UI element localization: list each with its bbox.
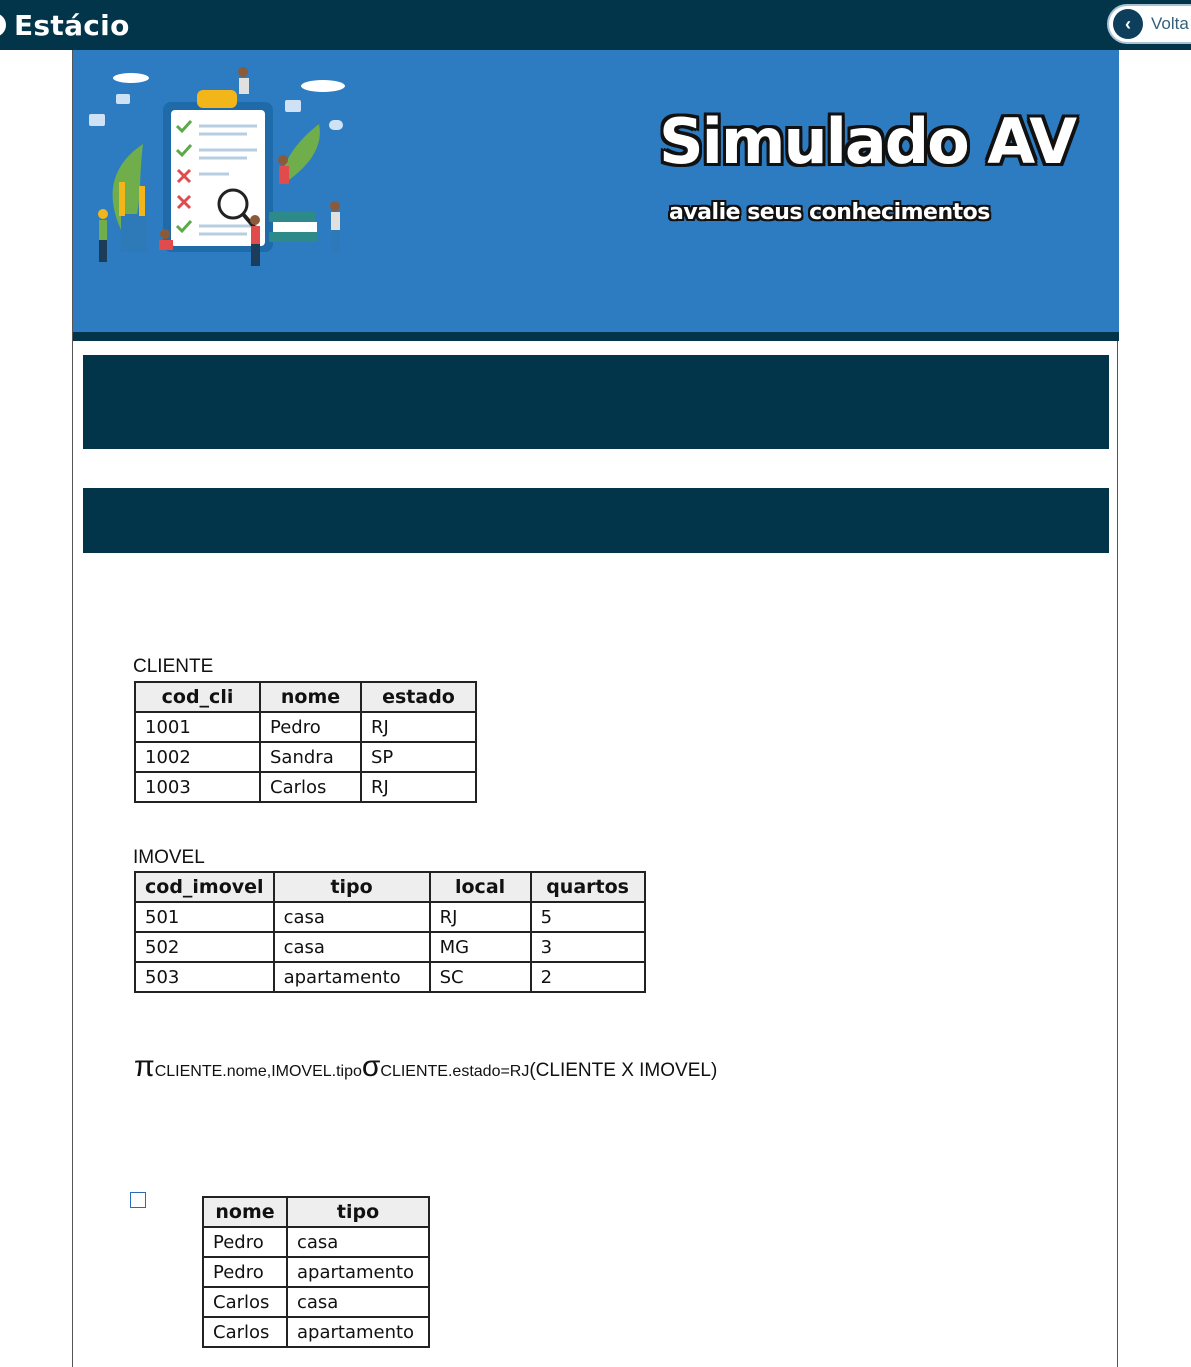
table-row — [135, 712, 476, 742]
table-cell: MG — [430, 932, 531, 962]
formula-operand: (CLIENTE X IMOVEL) — [529, 1060, 718, 1081]
column-header: tipo — [274, 872, 430, 902]
sigma-symbol: σ — [361, 1050, 381, 1083]
table-row — [203, 1257, 429, 1287]
top-bar — [0, 0, 1191, 50]
table-cell: 3 — [531, 932, 645, 962]
column-header: cod_imovel — [135, 872, 274, 902]
table-cell: Sandra — [260, 742, 361, 772]
table-cell: 5 — [531, 902, 645, 932]
table-caption-imovel: IMOVEL — [133, 847, 205, 868]
answer-option-checkbox[interactable] — [130, 1192, 146, 1208]
table-cell: Pedro — [203, 1227, 287, 1257]
column-header: quartos — [531, 872, 645, 902]
table-cell: apartamento — [287, 1317, 429, 1347]
column-header: estado — [361, 682, 476, 712]
table-row — [135, 742, 476, 772]
table-cell: RJ — [361, 712, 476, 742]
logo-text: Estácio — [14, 8, 130, 42]
table-row — [135, 902, 645, 932]
table-row — [203, 1287, 429, 1317]
table-row — [135, 932, 645, 962]
table-cell: 502 — [135, 932, 274, 962]
question-header-bar — [83, 355, 1109, 449]
table-cell: casa — [287, 1287, 429, 1317]
table-header-row — [135, 872, 645, 902]
table-cell: casa — [274, 902, 430, 932]
table-header-row — [203, 1197, 429, 1227]
table-cell: 501 — [135, 902, 274, 932]
back-button[interactable] — [1107, 4, 1191, 44]
column-header: cod_cli — [135, 682, 260, 712]
table-cell: apartamento — [274, 962, 430, 992]
banner-subtitle: avalie seus conhecimentos — [669, 200, 990, 225]
table-row — [135, 962, 645, 992]
main-content — [72, 50, 1118, 1367]
estacio-logo[interactable] — [0, 7, 130, 43]
table-cell: casa — [287, 1227, 429, 1257]
table-cell: SP — [361, 742, 476, 772]
table-caption-cliente: CLIENTE — [133, 656, 214, 677]
pi-symbol: π — [134, 1050, 155, 1083]
table-header-row — [135, 682, 476, 712]
question-subheader-bar — [83, 488, 1109, 553]
relational-algebra-formula — [134, 1050, 717, 1084]
table-row — [203, 1317, 429, 1347]
answer-option-table — [202, 1196, 430, 1348]
table-cell: Pedro — [203, 1257, 287, 1287]
table-cell: Pedro — [260, 712, 361, 742]
table-cell: apartamento — [287, 1257, 429, 1287]
table-cell: Carlos — [203, 1317, 287, 1347]
chevron-left-icon: ‹ — [1113, 9, 1143, 39]
table-cell: 2 — [531, 962, 645, 992]
table-cell: casa — [274, 932, 430, 962]
table-cell: 503 — [135, 962, 274, 992]
table-cell: SC — [430, 962, 531, 992]
table-cell: RJ — [361, 772, 476, 802]
pi-subscript: CLIENTE.nome,IMOVEL.tipo — [154, 1063, 362, 1080]
simulado-banner — [73, 50, 1119, 332]
logo-mark-icon — [0, 13, 6, 37]
imovel-table — [134, 871, 646, 993]
table-row — [203, 1227, 429, 1257]
column-header: nome — [203, 1197, 287, 1227]
column-header: tipo — [287, 1197, 429, 1227]
table-cell: 1001 — [135, 712, 260, 742]
table-row — [135, 772, 476, 802]
banner-title: Simulado AV — [659, 105, 1076, 178]
back-button-label: Volta — [1151, 14, 1189, 33]
table-cell: Carlos — [203, 1287, 287, 1317]
column-header: local — [430, 872, 531, 902]
column-header: nome — [260, 682, 361, 712]
table-cell: RJ — [430, 902, 531, 932]
sigma-subscript: CLIENTE.estado=RJ — [380, 1063, 530, 1080]
table-cell: Carlos — [260, 772, 361, 802]
table-cell: 1003 — [135, 772, 260, 802]
checklist-illustration-icon — [83, 64, 353, 274]
table-cell: 1002 — [135, 742, 260, 772]
cliente-table — [134, 681, 477, 803]
banner-divider — [73, 332, 1119, 341]
